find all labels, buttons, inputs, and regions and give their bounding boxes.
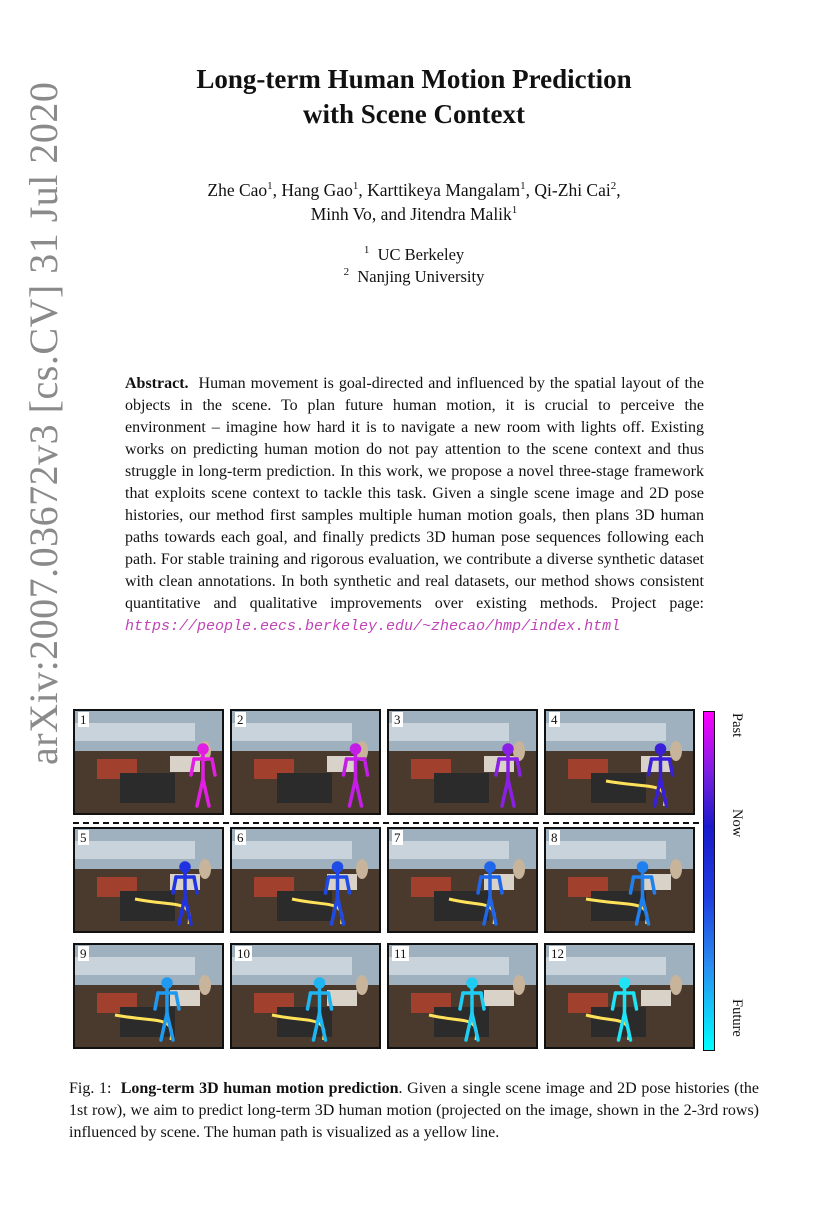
author-name: Hang Gao [281,180,353,200]
frame-number: 4 [551,712,558,727]
affiliation-2 [0,266,828,288]
affiliation-number: 1 [363,244,370,256]
frame-tile [544,943,695,1049]
affiliation-name: UC Berkeley [377,245,465,264]
frame-number: 8 [551,830,558,845]
colorbar-label-past: Past [729,713,745,738]
author-name: Karttikeya Mangalam [367,180,521,200]
author-affiliation-mark: 1 [520,180,526,192]
frame-number: 6 [237,830,244,845]
caption-prefix: Fig. 1: [69,1080,112,1097]
colorbar-label-now: Now [729,809,745,838]
frame-number: 5 [80,830,87,845]
affiliations [0,244,828,288]
frame-number: 9 [80,946,87,961]
affiliation-number: 2 [343,266,350,278]
author-name: Minh Vo [310,204,372,224]
author-name: Zhe Cao [207,180,268,200]
author-name: Jitendra Malik [410,204,512,224]
frame-tile [544,827,695,933]
affiliation-1 [0,244,828,266]
author-affiliation-mark: 1 [267,180,273,192]
author-affiliation-mark: 1 [511,204,518,216]
arxiv-identifier: arXiv:2007.03672v3 [cs.CV] 31 Jul 2020 [21,81,66,765]
abstract [125,373,704,638]
frame-tile [73,709,224,815]
caption-bold: Long-term 3D human motion prediction [120,1080,399,1097]
frame-number: 3 [394,712,401,727]
abstract-body: Human movement is goal-directed and influenced by the spatial layout of the objects in the scene. To plan future human motion, it is crucial to perceive the environment – imagine how hard it is to navigate a new room with lights off. Existing works on predicting human motion do not pay attention to the scene context and thus struggle in long-term prediction. In this work, we propose a novel three-stage framework that exploits scene context to tackle this task. Given a single scene image and 2D pose histories, our method first samples multiple human motion goals, then plans 3D human paths towards each goal, and finally predicts 3D human pose sequences following each path. For stable training and rigorous evaluation, we contribute a diverse synthetic dataset with clean annotations. In both synthetic and real datasets, our method shows consistent quantitative and qualitative improvements over existing methods. Project page: [125,375,705,612]
author-affiliation-mark: 1 [352,180,359,192]
project-page-link[interactable]: https://people.eecs.berkeley.edu/~zhecao/hmp/index.html [125,618,621,635]
abstract-heading: Abstract. [125,375,189,392]
frame-number: 11 [394,946,407,961]
past-future-divider [73,822,699,824]
frame-tile [73,943,224,1049]
figure-caption [69,1078,759,1144]
frame-number: 2 [237,712,244,727]
frame-number: 1 [80,712,87,727]
author-affiliation-mark: 2 [610,180,617,192]
title-line-2: with Scene Context [303,99,525,129]
frame-tile [230,709,381,815]
frame-number: 12 [551,946,564,961]
author-line-2: Minh Vo, and Jitendra Malik$^1$ [310,204,518,224]
frame-tile [544,709,695,815]
frame-number: 10 [237,946,250,961]
frame-tile [230,827,381,933]
frame-tile [387,943,538,1049]
caption-text: . Given a single scene image and 2D pose histories (the 1st row), we aim to predict long-term 3D human motion (projected on the image, shown in the 2-3rd rows) influenced by scene. The human path is visualized as a yellow line. [69,1080,760,1141]
author-name: Qi-Zhi Cai [534,180,611,200]
frame-tile [230,943,381,1049]
affiliation-name: Nanjing University [357,267,485,286]
time-colorbar [703,711,715,1051]
author-line-1: Zhe Cao$^1$, Hang Gao$^1$, Karttikeya Mangalam$^1$, Qi-Zhi Cai$^2$, [207,180,621,200]
author-list [0,178,828,226]
frame-tile [73,827,224,933]
frame-tile [387,827,538,933]
title-line-1: Long-term Human Motion Prediction [196,64,632,94]
frame-number: 7 [394,830,401,845]
paper-title [0,62,828,132]
figure-1 [73,709,753,1055]
frame-tile [387,709,538,815]
colorbar-label-future: Future [729,999,745,1037]
